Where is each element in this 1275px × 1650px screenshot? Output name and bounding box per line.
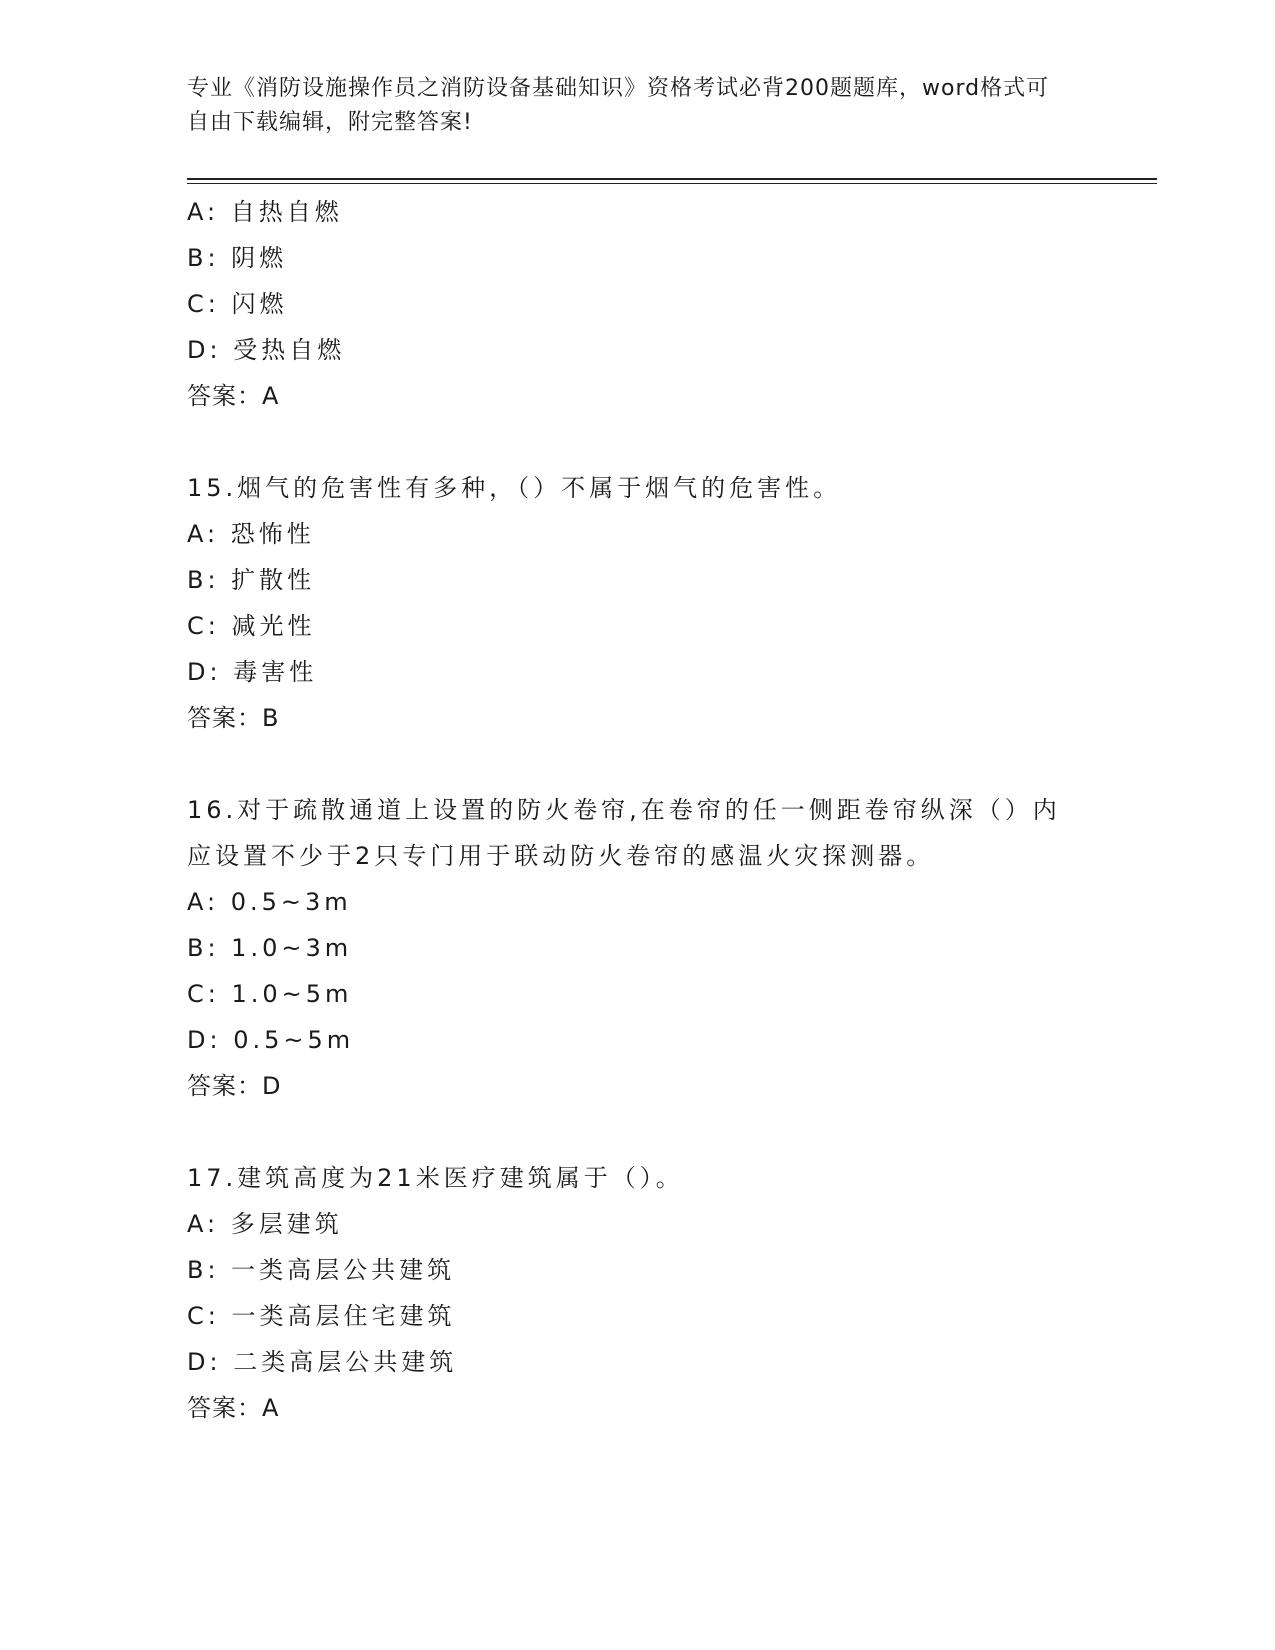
option-b: B: 扩散性 [187,566,316,594]
option-a: A: 恐怖性 [187,520,315,548]
option-a: A: 0.5~3m [187,888,352,916]
answer-line: 答案：A [187,382,280,410]
question-title: 16.对于疏散通道上设置的防火卷帘,在卷帘的任一侧距卷帘纵深（）内应设置不少于2只专门用于联动防火卷帘的感温火灾探测器。 [187,796,1061,870]
document-header-title: 专业《消防设施操作员之消防设备基础知识》资格考试必背200题题库，word格式可自由下载编辑，附完整答案! [187,76,1050,135]
option-b: B: 阴燃 [187,244,288,272]
header-divider-thick [187,178,1157,180]
prev-question-block [187,189,1067,419]
header-divider-thin [187,183,1157,184]
option-c: C: 一类高层住宅建筑 [187,1302,456,1330]
question-title: 15.烟气的危害性有多种，（）不属于烟气的危害性。 [187,474,842,502]
option-c: C: 1.0~5m [187,980,353,1008]
question-block-16 [187,787,1067,1109]
question-block-15 [187,465,1067,741]
option-b: B: 一类高层公共建筑 [187,1256,456,1284]
answer-line: 答案：A [187,1394,280,1422]
option-a: A: 自热自燃 [187,198,343,226]
answer-line: 答案：B [187,704,280,732]
option-d: D: 受热自燃 [187,336,346,364]
option-b: B: 1.0~3m [187,934,353,962]
option-a: A: 多层建筑 [187,1210,343,1238]
option-d: D: 毒害性 [187,658,318,686]
spacer [187,1109,1067,1155]
spacer [187,741,1067,787]
option-c: C: 减光性 [187,612,316,640]
option-c: C: 闪燃 [187,290,288,318]
spacer [187,419,1067,465]
question-content [187,189,1067,1431]
option-d: D: 0.5~5m [187,1026,355,1054]
question-block-17 [187,1155,1067,1431]
question-title: 17.建筑高度为21米医疗建筑属于（）。 [187,1164,684,1192]
answer-line: 答案：D [187,1072,282,1100]
option-d: D: 二类高层公共建筑 [187,1348,458,1376]
